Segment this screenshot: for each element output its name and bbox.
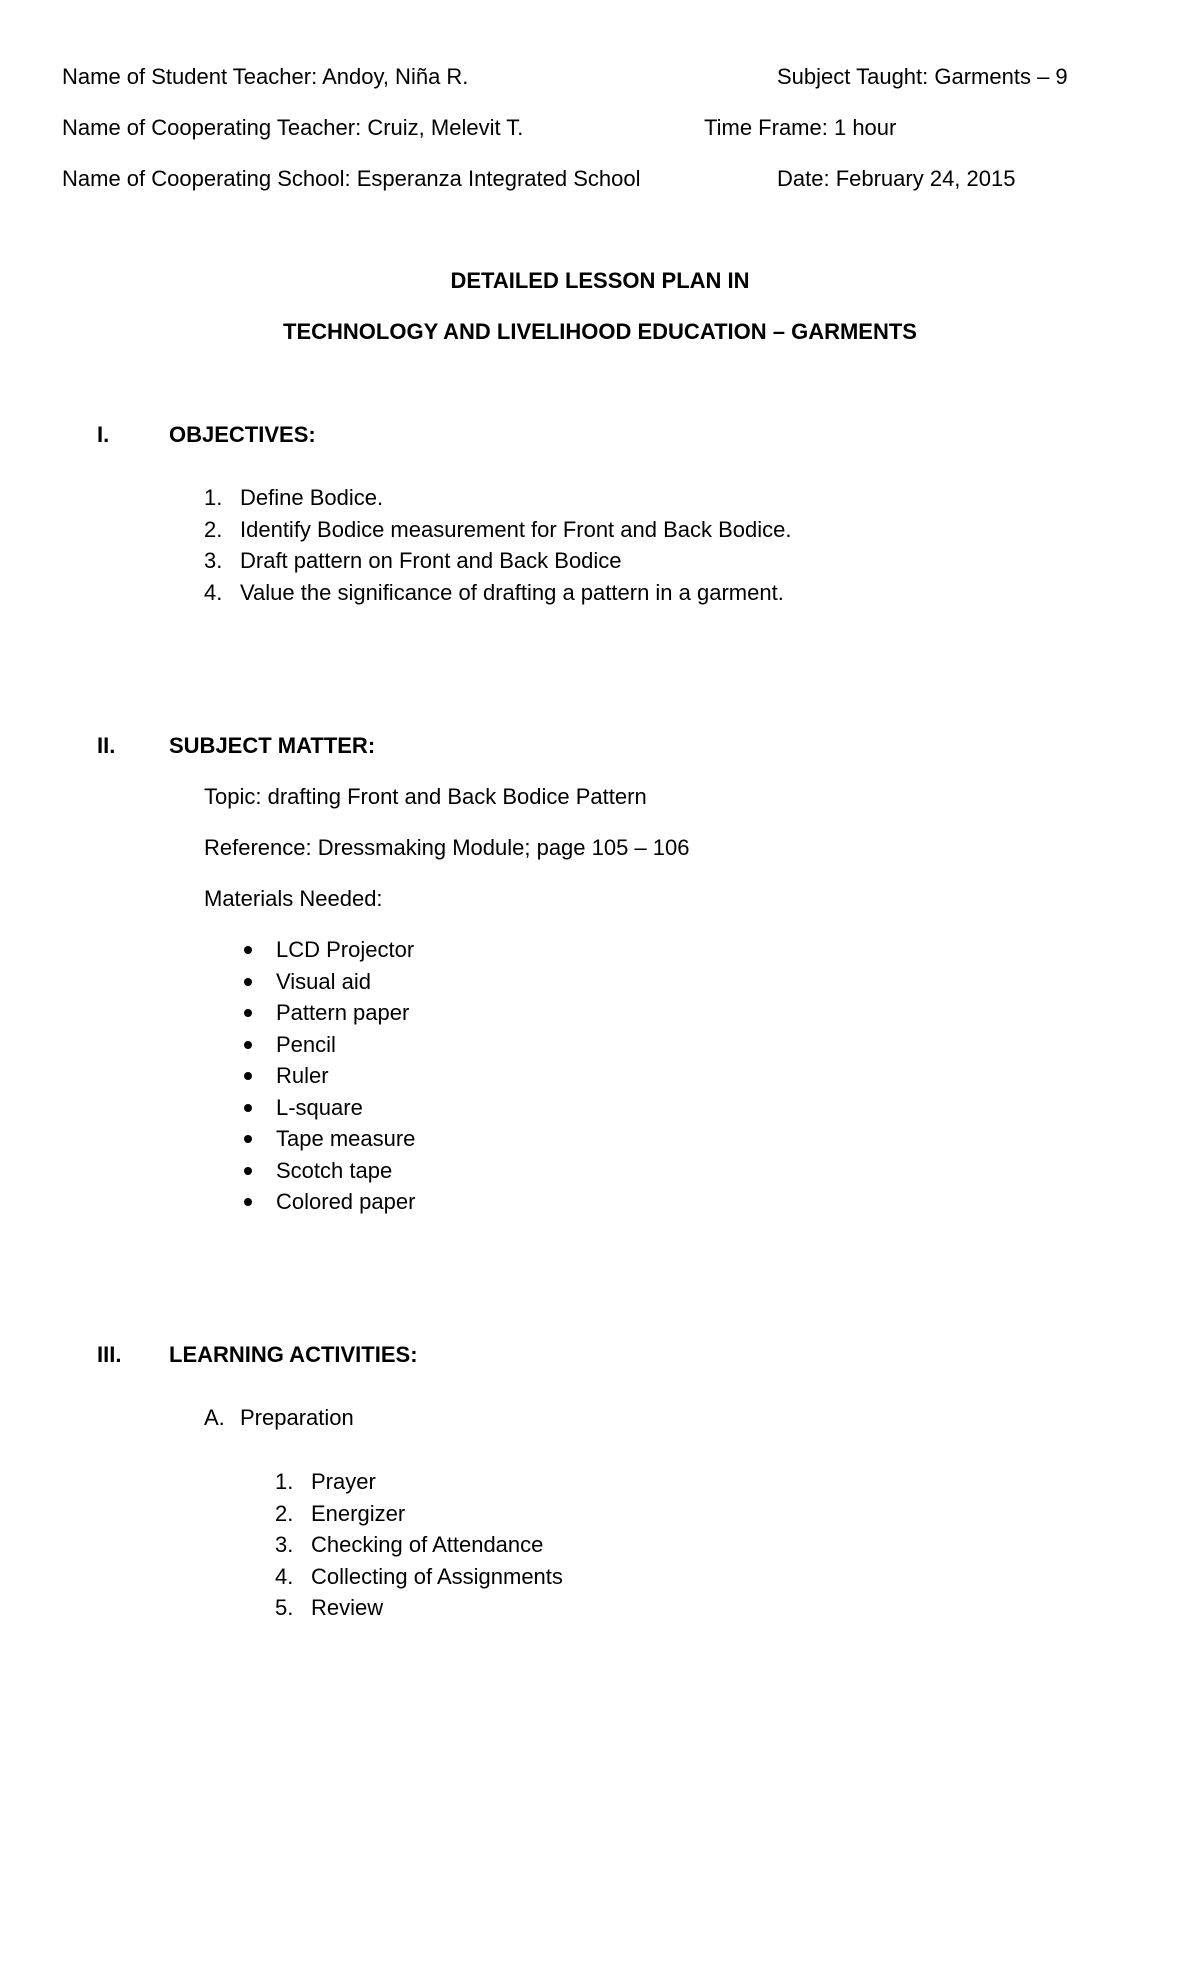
preparation-item [275,1501,875,1533]
subject-matter-heading: SUBJECT MATTER: [169,733,376,758]
preparation-list [275,1469,875,1627]
student-teacher: Name of Student Teacher: Andoy, Niña R. [62,64,469,89]
material-item [240,1032,840,1064]
bullet-icon [244,1009,252,1017]
material-item [240,969,840,1001]
material-item [240,937,840,969]
material-text: Colored paper [276,1189,416,1214]
material-text: Visual aid [276,968,371,994]
objective-text: Draft pattern on Front and Back Bodice [240,548,622,573]
reference: Reference: Dressmaking Module; page 105 – 106 [204,835,690,860]
material-text: LCD Projector [276,937,415,962]
preparation-number: 2. [275,1500,294,1526]
preparation-number: 4. [275,1563,294,1589]
objective-number: 1. [204,485,223,510]
learning-activities-numeral: III. [97,1342,122,1367]
bullet-icon [244,1167,252,1175]
bullet-icon [244,1198,252,1206]
preparation-item [275,1595,875,1627]
preparation-letter: A. [204,1405,225,1430]
preparation-item [275,1564,875,1596]
objective-number: 3. [204,548,223,573]
objective-text: Identify Bodice measurement for Front and Back Bodice. [240,516,792,542]
title-line-2: TECHNOLOGY AND LIVELIHOOD EDUCATION – GARMENTS [283,319,917,344]
material-text: Pencil [276,1031,336,1057]
objectives-heading: OBJECTIVES: [169,422,316,447]
material-text: Tape measure [276,1126,416,1151]
material-item [240,1158,840,1190]
objective-text: Define Bodice. [240,485,384,510]
preparation-number: 5. [275,1595,294,1620]
learning-activities-heading: LEARNING ACTIVITIES: [169,1342,418,1367]
preparation-number: 3. [275,1532,294,1557]
bullet-icon [244,1041,252,1049]
preparation-text: Review [311,1595,384,1620]
cooperating-school: Name of Cooperating School: Esperanza Integrated School [62,166,641,191]
preparation-number: 1. [275,1469,294,1494]
preparation-item [275,1469,875,1501]
preparation-heading: Preparation [240,1405,354,1430]
objective-item [204,485,1004,517]
material-item [240,1126,840,1158]
materials-label: Materials Needed: [204,886,383,911]
objective-number: 2. [204,516,223,542]
bullet-icon [244,1135,252,1143]
preparation-text: Energizer [311,1500,406,1526]
lesson-date: Date: February 24, 2015 [777,166,1016,191]
objectives-list [204,485,1004,611]
objective-number: 4. [204,579,223,605]
objectives-numeral: I. [97,422,110,447]
materials-list [240,937,840,1221]
bullet-icon [244,1072,252,1080]
objective-item [204,548,1004,580]
bullet-icon [244,978,252,986]
material-text: L-square [276,1094,363,1120]
topic: Topic: drafting Front and Back Bodice Pattern [204,784,647,809]
bullet-icon [244,1104,252,1112]
bullet-icon [244,946,252,954]
material-text: Ruler [276,1063,329,1088]
cooperating-teacher: Name of Cooperating Teacher: Cruiz, Melevit T. [62,115,524,140]
time-frame: Time Frame: 1 hour [704,115,897,140]
title-line-1: DETAILED LESSON PLAN IN [450,268,750,293]
material-item [240,1000,840,1032]
objective-text: Value the significance of drafting a pattern in a garment. [240,579,784,605]
objective-item [204,517,1004,549]
material-text: Pattern paper [276,1000,410,1025]
preparation-text: Checking of Attendance [311,1532,544,1557]
subject-matter-numeral: II. [97,733,116,758]
preparation-text: Collecting of Assignments [311,1563,563,1589]
material-item [240,1095,840,1127]
subject-taught: Subject Taught: Garments – 9 [777,64,1068,89]
preparation-text: Prayer [311,1469,376,1494]
preparation-item [275,1532,875,1564]
material-item [240,1189,840,1221]
material-item [240,1063,840,1095]
material-text: Scotch tape [276,1157,393,1183]
objective-item [204,580,1004,612]
